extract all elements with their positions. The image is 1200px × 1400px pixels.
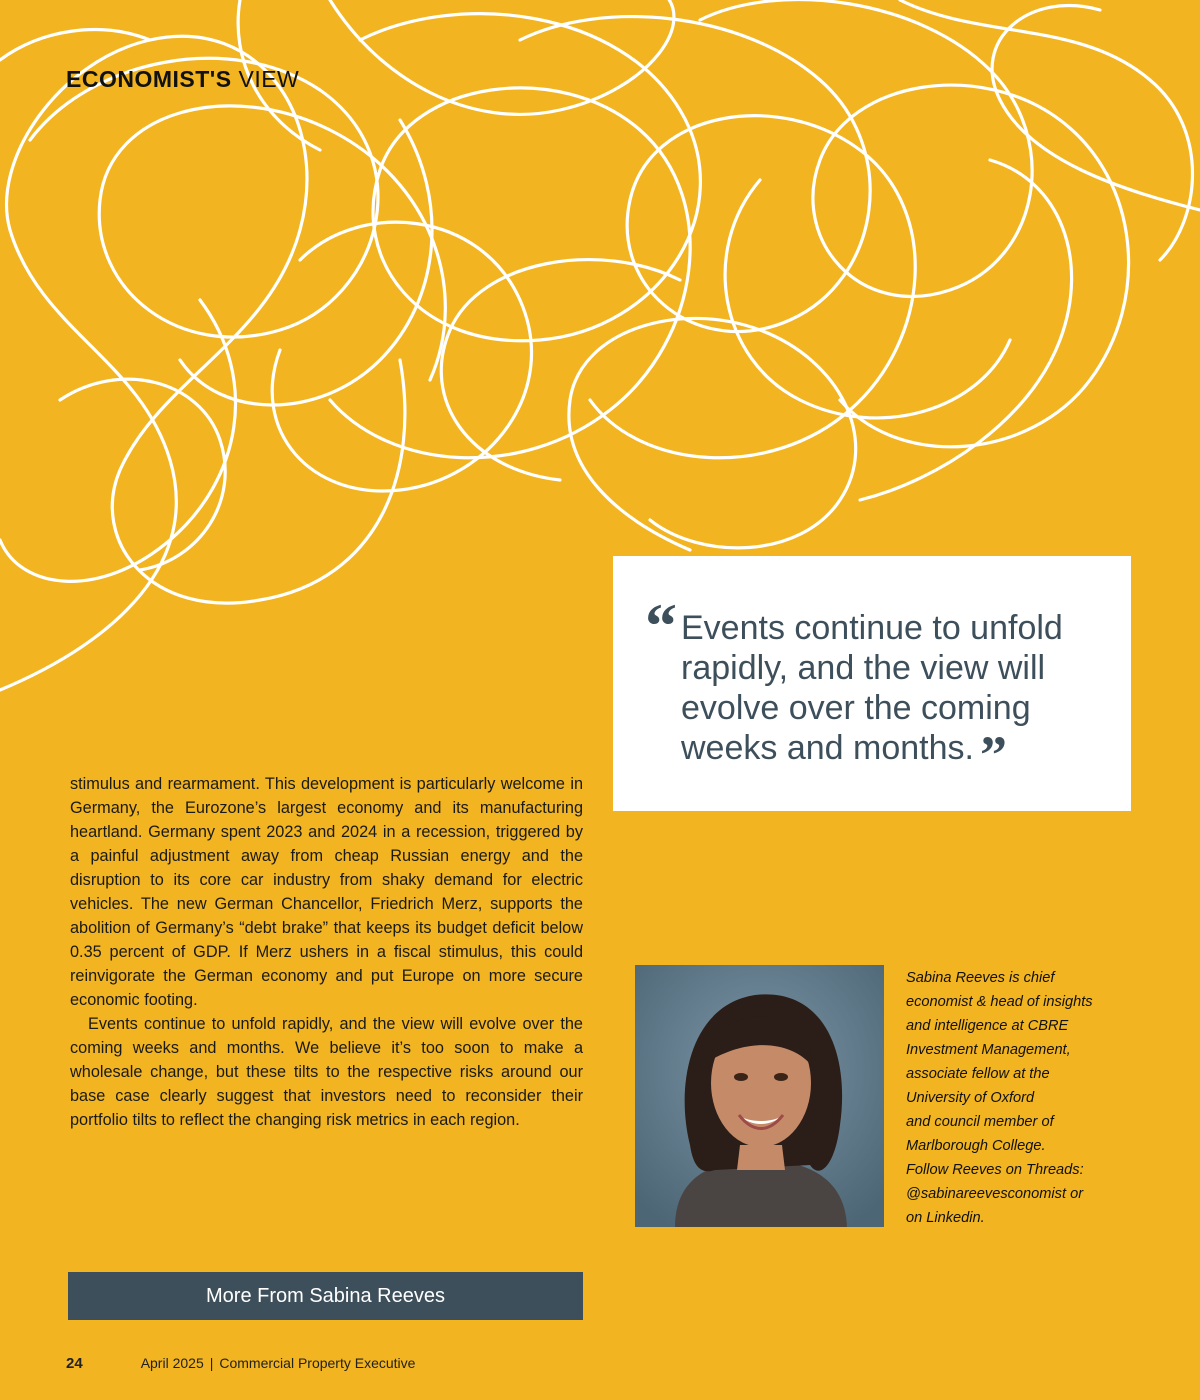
bio-line: Follow Reeves on Threads:	[906, 1162, 1084, 1178]
bio-line: on Linkedin.	[906, 1210, 985, 1226]
article-paragraph: Events continue to unfold rapidly, and the view will evolve over the coming weeks and months. We believe it’s too soon to make a wholesale change, but these tilts to the respective risks around our base case clearly suggest that investors need to reconsider their portfolio tilts to reflect the changing risk metrics in each region.	[70, 1015, 583, 1129]
article-paragraph: stimulus and rearmament. This development is particularly welcome in Germany, the Eurozone’s largest economy and its manufacturing heartland. Germany spent 2023 and 2024 in a recession, triggered by a painful adjustment away from cheap Russian energy and the disruption to its core car industry from shaky demand for electric vehicles. The new German Chancellor, Friedrich Merz, supports the abolition of Germany’s “debt brake” that keeps its budget deficit below 0.35 percent of GDP. If Merz ushers in a fiscal stimulus, this could reinvigorate the German economy and put Europe on more secure economic footing.	[70, 775, 583, 1009]
bio-line: economist & head of insights	[906, 994, 1093, 1010]
bio-line: and intelligence at CBRE	[906, 1018, 1069, 1034]
close-quote-icon: ”	[979, 725, 1007, 785]
bio-line: University of Oxford	[906, 1090, 1035, 1106]
publication-name: Commercial Property Executive	[219, 1355, 416, 1371]
bio-line: associate fellow at the	[906, 1066, 1050, 1082]
page-footer	[66, 1355, 415, 1372]
more-from-author-button[interactable]: More From Sabina Reeves	[68, 1272, 583, 1320]
pull-quote	[613, 556, 1131, 811]
footer-separator: |	[209, 1355, 214, 1371]
section-label-bold: ECONOMIST'S	[66, 66, 232, 92]
bio-line: Marlborough College.	[906, 1138, 1046, 1154]
section-label	[66, 66, 299, 93]
bio-line: Sabina Reeves is chief	[906, 970, 1055, 986]
issue-date: April 2025	[140, 1355, 204, 1371]
author-bio	[906, 966, 1136, 1230]
section-label-light: VIEW	[231, 66, 300, 92]
bio-line: Investment Management,	[906, 1042, 1071, 1058]
article-body	[70, 772, 583, 1132]
open-quote-icon: “	[645, 590, 677, 661]
pull-quote-body: Events continue to unfold rapidly, and the view will evolve over the coming weeks and months.	[681, 609, 1063, 767]
pull-quote-text	[681, 608, 1101, 785]
bio-line: @sabinareevesconomist or	[906, 1186, 1084, 1202]
bio-line: and council member of	[906, 1114, 1054, 1130]
author-portrait	[635, 965, 884, 1227]
page-number: 24	[66, 1355, 83, 1372]
